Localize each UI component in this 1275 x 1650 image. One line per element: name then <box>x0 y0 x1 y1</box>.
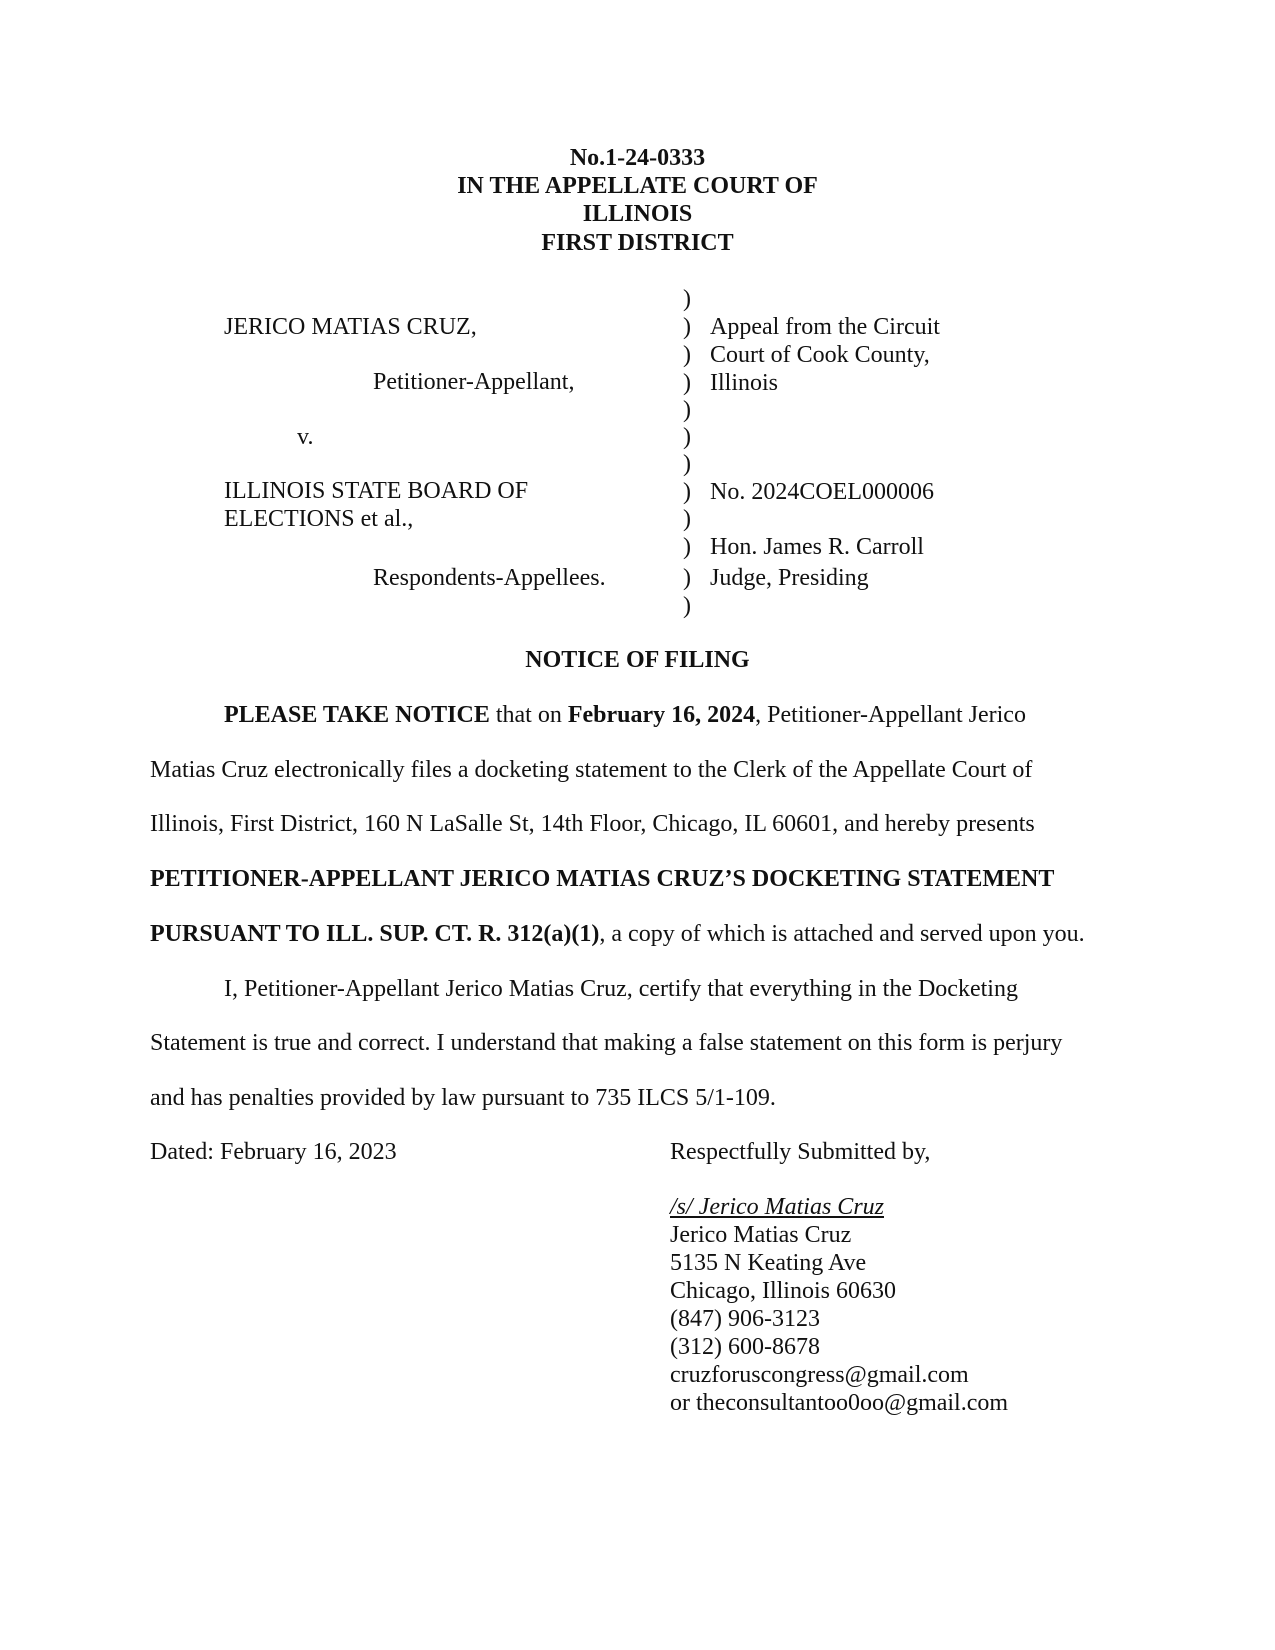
respondent-line2: ELECTIONS et al., <box>224 506 414 532</box>
respondent-line1: ILLINOIS STATE BOARD OF <box>224 478 529 504</box>
caption-paren: ) <box>683 451 691 477</box>
dated-line: Dated: February 16, 2023 <box>150 1139 397 1165</box>
notice-paragraph-line: Illinois, First District, 160 N LaSalle St, 14th Floor, Chicago, IL 60601, and hereby presents <box>150 811 1035 837</box>
signer-email1: cruzforuscongress@gmail.com <box>670 1362 969 1388</box>
notice-title: NOTICE OF FILING <box>525 647 750 673</box>
caption-paren: ) <box>683 506 691 532</box>
court-district: FIRST DISTRICT <box>541 230 734 256</box>
judge-title: Judge, Presiding <box>710 565 869 591</box>
notice-paragraph-line: Matias Cruz electronically files a docketing statement to the Clerk of the Appellate Court of <box>150 757 1033 783</box>
notice-text: that on <box>489 702 568 728</box>
caption-paren: ) <box>683 397 691 423</box>
electronic-signature: /s/ Jerico Matias Cruz <box>670 1194 884 1220</box>
signer-address-line2: Chicago, Illinois 60630 <box>670 1278 896 1304</box>
judge-name: Hon. James R. Carroll <box>710 534 924 560</box>
notice-paragraph-line <box>150 920 1085 948</box>
notice-paragraph-line <box>224 701 1026 729</box>
caption-paren: ) <box>683 593 691 619</box>
certification-line: I, Petitioner-Appellant Jerico Matias Cruz, certify that everything in the Docketing <box>224 976 1018 1002</box>
appeal-from-line3: Illinois <box>710 370 779 396</box>
caption-paren: ) <box>683 342 691 368</box>
caption-paren: ) <box>683 565 691 591</box>
caption-paren: ) <box>683 314 691 340</box>
certification-line: Statement is true and correct. I understand that making a false statement on this form is perjury <box>150 1030 1063 1056</box>
document-title-line2: PURSUANT TO ILL. SUP. CT. R. 312(a)(1) <box>150 921 600 947</box>
submitted-by: Respectfully Submitted by, <box>670 1139 931 1165</box>
caption-paren: ) <box>683 534 691 560</box>
document-title-line1: PETITIONER-APPELLANT JERICO MATIAS CRUZ’S DOCKETING STATEMENT <box>150 866 1055 892</box>
caption-paren: ) <box>683 479 691 505</box>
petitioner-role: Petitioner-Appellant, <box>373 369 575 395</box>
notice-bold-text: PLEASE TAKE NOTICE <box>224 702 490 728</box>
caption-paren: ) <box>683 370 691 396</box>
court-name-line1: IN THE APPELLATE COURT OF <box>457 173 818 199</box>
case-number: No.1-24-0333 <box>569 145 706 171</box>
lower-court-case-number: No. 2024COEL000006 <box>710 479 934 505</box>
notice-date: February 16, 2024 <box>567 702 756 728</box>
appeal-from-line2: Court of Cook County, <box>710 342 930 368</box>
notice-text: , Petitioner-Appellant Jerico <box>755 702 1026 728</box>
notice-text: , a copy of which is attached and served upon you. <box>599 921 1085 947</box>
petitioner-name: JERICO MATIAS CRUZ, <box>224 314 477 340</box>
signer-phone1: (847) 906-3123 <box>670 1306 820 1332</box>
caption-paren: ) <box>683 286 691 312</box>
signer-name: Jerico Matias Cruz <box>670 1222 852 1248</box>
certification-line: and has penalties provided by law pursuant to 735 ILCS 5/1-109. <box>150 1085 776 1111</box>
court-name-line2: ILLINOIS <box>582 201 693 227</box>
signer-email2: or theconsultantoo0oo@gmail.com <box>670 1390 1009 1416</box>
caption-paren: ) <box>683 424 691 450</box>
appeal-from-line1: Appeal from the Circuit <box>710 314 940 340</box>
signer-phone2: (312) 600-8678 <box>670 1334 820 1360</box>
signer-address-line1: 5135 N Keating Ave <box>670 1250 867 1276</box>
versus: v. <box>297 424 314 450</box>
respondent-role: Respondents-Appellees. <box>373 565 606 591</box>
